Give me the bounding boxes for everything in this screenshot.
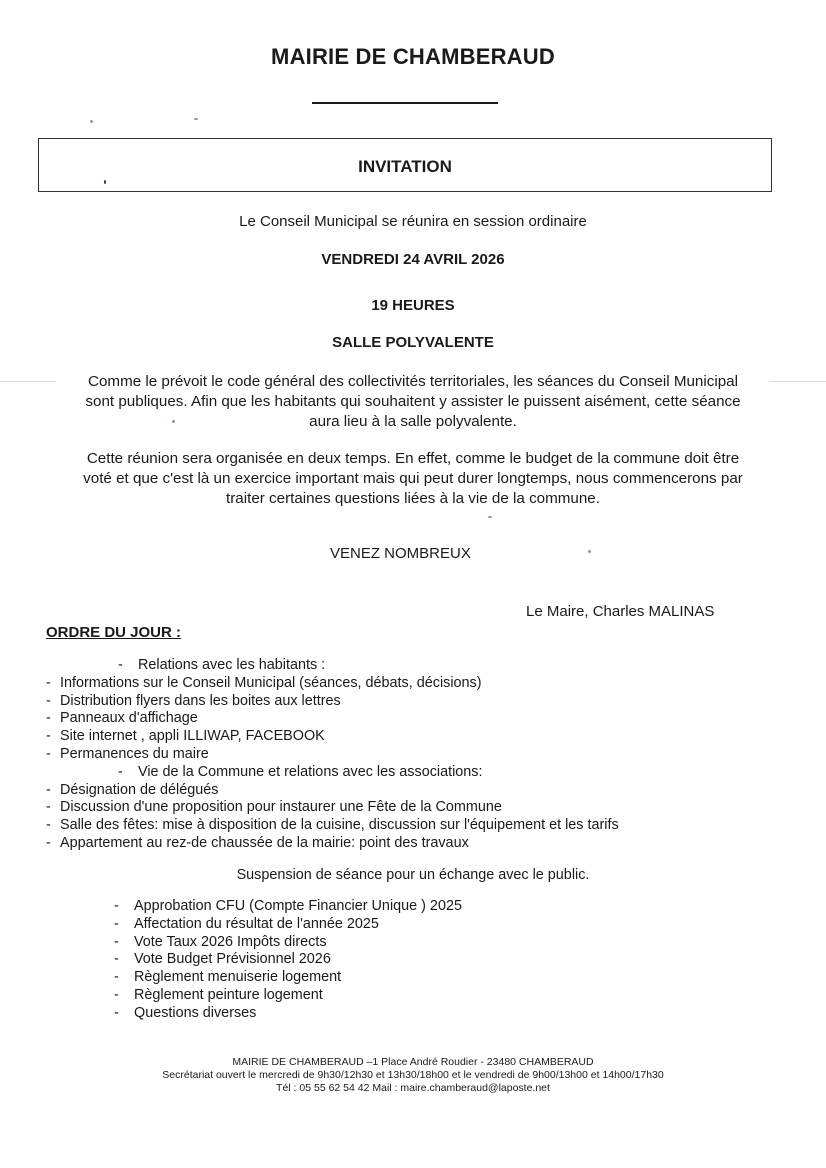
- list-item-text: Distribution flyers dans les boites aux lettres: [60, 692, 341, 709]
- list-dash: -: [46, 745, 51, 762]
- title-underline: [312, 102, 498, 104]
- list-item: [114, 916, 462, 934]
- list-item: [46, 693, 619, 711]
- list-item-text: Site internet , appli ILLIWAP, FACEBOOK: [60, 728, 325, 745]
- session-date: VENDREDI 24 AVRIL 2026: [321, 251, 505, 268]
- agenda-heading: ORDRE DU JOUR :: [46, 624, 182, 641]
- invitation-label: INVITATION: [358, 157, 452, 176]
- scan-speck: [104, 180, 106, 184]
- agenda-list: [46, 657, 619, 853]
- page-title: MAIRIE DE CHAMBERAUD: [271, 44, 555, 69]
- list-item: [114, 951, 462, 969]
- list-item: [114, 1005, 462, 1023]
- list-item-text: Règlement peinture logement: [134, 986, 323, 1003]
- list-item-text: Affectation du résultat de l'année 2025: [134, 915, 379, 932]
- list-item: [114, 898, 462, 916]
- footer-address: MAIRIE DE CHAMBERAUD –1 Place André Roudier - 23480 CHAMBERAUD: [232, 1056, 594, 1068]
- session-place: SALLE POLYVALENTE: [332, 334, 494, 351]
- list-item-text: Panneaux d'affichage: [60, 710, 198, 727]
- list-dash: -: [46, 674, 51, 691]
- session-time: 19 HEURES: [371, 297, 455, 314]
- list-item-text: Questions diverses: [134, 1004, 257, 1021]
- list-item: [114, 934, 462, 952]
- invitation-box: [38, 138, 772, 192]
- agenda-section: [46, 764, 619, 782]
- list-dash: -: [46, 692, 51, 709]
- list-item-text: Informations sur le Conseil Municipal (séances, débats, décisions): [60, 674, 482, 691]
- list-item-text: Appartement au rez-de chaussée de la mairie: point des travaux: [60, 834, 469, 851]
- mayor-signature: Le Maire, Charles MALINAS: [526, 603, 715, 620]
- list-dash: -: [46, 834, 51, 851]
- page-footer: [0, 1056, 826, 1095]
- suspension-note: Suspension de séance pour un échange avec le public.: [236, 867, 590, 883]
- footer-contact: Tél : 05 55 62 54 42 Mail : maire.chamberaud@laposte.net: [276, 1082, 550, 1094]
- paragraph-public-sessions: [40, 372, 786, 432]
- list-dash: -: [114, 969, 119, 986]
- list-dash: -: [114, 986, 119, 1003]
- list-item: [114, 969, 462, 987]
- call-to-action: VENEZ NOMBREUX: [330, 545, 471, 562]
- footer-hours: Secrétariat ouvert le mercredi de 9h30/12h30 et 13h30/18h00 et le vendredi de 9h00/13h00 et 14h00/17h30: [162, 1069, 664, 1081]
- paragraph-line: sont publiques. Afin que les habitants qui souhaitent y assister le puissent aisément, cette séance: [85, 393, 741, 410]
- paragraph-organisation: [40, 449, 786, 509]
- list-dash: -: [114, 951, 119, 968]
- budget-list: [114, 898, 462, 1023]
- list-dash: -: [46, 799, 51, 816]
- paragraph-line: traiter certaines questions liées à la vie de la commune.: [226, 490, 600, 507]
- list-dash: -: [46, 710, 51, 727]
- list-item: [46, 782, 619, 800]
- paragraph-line: Cette réunion sera organisée en deux temps. En effet, comme le budget de la commune doit être: [86, 450, 740, 467]
- list-item: [46, 817, 619, 835]
- session-intro: Le Conseil Municipal se réunira en session ordinaire: [239, 213, 587, 230]
- list-dash: -: [114, 1004, 119, 1021]
- paragraph-line: aura lieu à la salle polyvalente.: [309, 413, 517, 430]
- list-item: [114, 987, 462, 1005]
- list-item-text: Vote Budget Prévisionnel 2026: [134, 951, 331, 968]
- list-dash: -: [46, 781, 51, 798]
- list-dash: -: [114, 898, 119, 914]
- list-dash: -: [114, 915, 119, 932]
- scan-speck: [488, 516, 492, 518]
- agenda-section-label: Vie de la Commune et relations avec les associations:: [138, 763, 483, 780]
- scan-speck: [90, 120, 93, 123]
- agenda-section: [46, 657, 619, 675]
- list-dash: -: [118, 657, 123, 673]
- scan-artifact-line: [770, 381, 826, 382]
- list-item-text: Approbation CFU (Compte Financier Unique ) 2025: [134, 898, 462, 914]
- list-dash: -: [46, 817, 51, 834]
- list-dash: -: [118, 763, 123, 780]
- list-item: [46, 675, 619, 693]
- scan-speck: [172, 420, 175, 423]
- list-item: [46, 728, 619, 746]
- list-item-text: Vote Taux 2026 Impôts directs: [134, 933, 327, 950]
- list-item-text: Discussion d'une proposition pour instaurer une Fête de la Commune: [60, 799, 502, 816]
- list-item: [46, 799, 619, 817]
- scan-artifact-line: [0, 381, 56, 382]
- list-item-text: Règlement menuiserie logement: [134, 969, 342, 986]
- paragraph-line: Comme le prévoit le code général des collectivités territoriales, les séances du Conseil Municipal: [88, 373, 738, 390]
- list-dash: -: [46, 728, 51, 745]
- list-item: [46, 835, 619, 853]
- list-item-text: Permanences du maire: [60, 745, 209, 762]
- list-item: [46, 710, 619, 728]
- list-item-text: Salle des fêtes: mise à disposition de la cuisine, discussion sur l'équipement et les tarifs: [60, 817, 619, 834]
- scan-speck: [588, 550, 591, 553]
- agenda-section-label: Relations avec les habitants :: [138, 657, 326, 673]
- list-item-text: Désignation de délégués: [60, 781, 219, 798]
- scan-speck: [194, 118, 198, 120]
- list-item: [46, 746, 619, 764]
- paragraph-line: voté et que c'est là un exercice important mais qui peut durer longtemps, nous commencerons par: [83, 470, 743, 487]
- list-dash: -: [114, 933, 119, 950]
